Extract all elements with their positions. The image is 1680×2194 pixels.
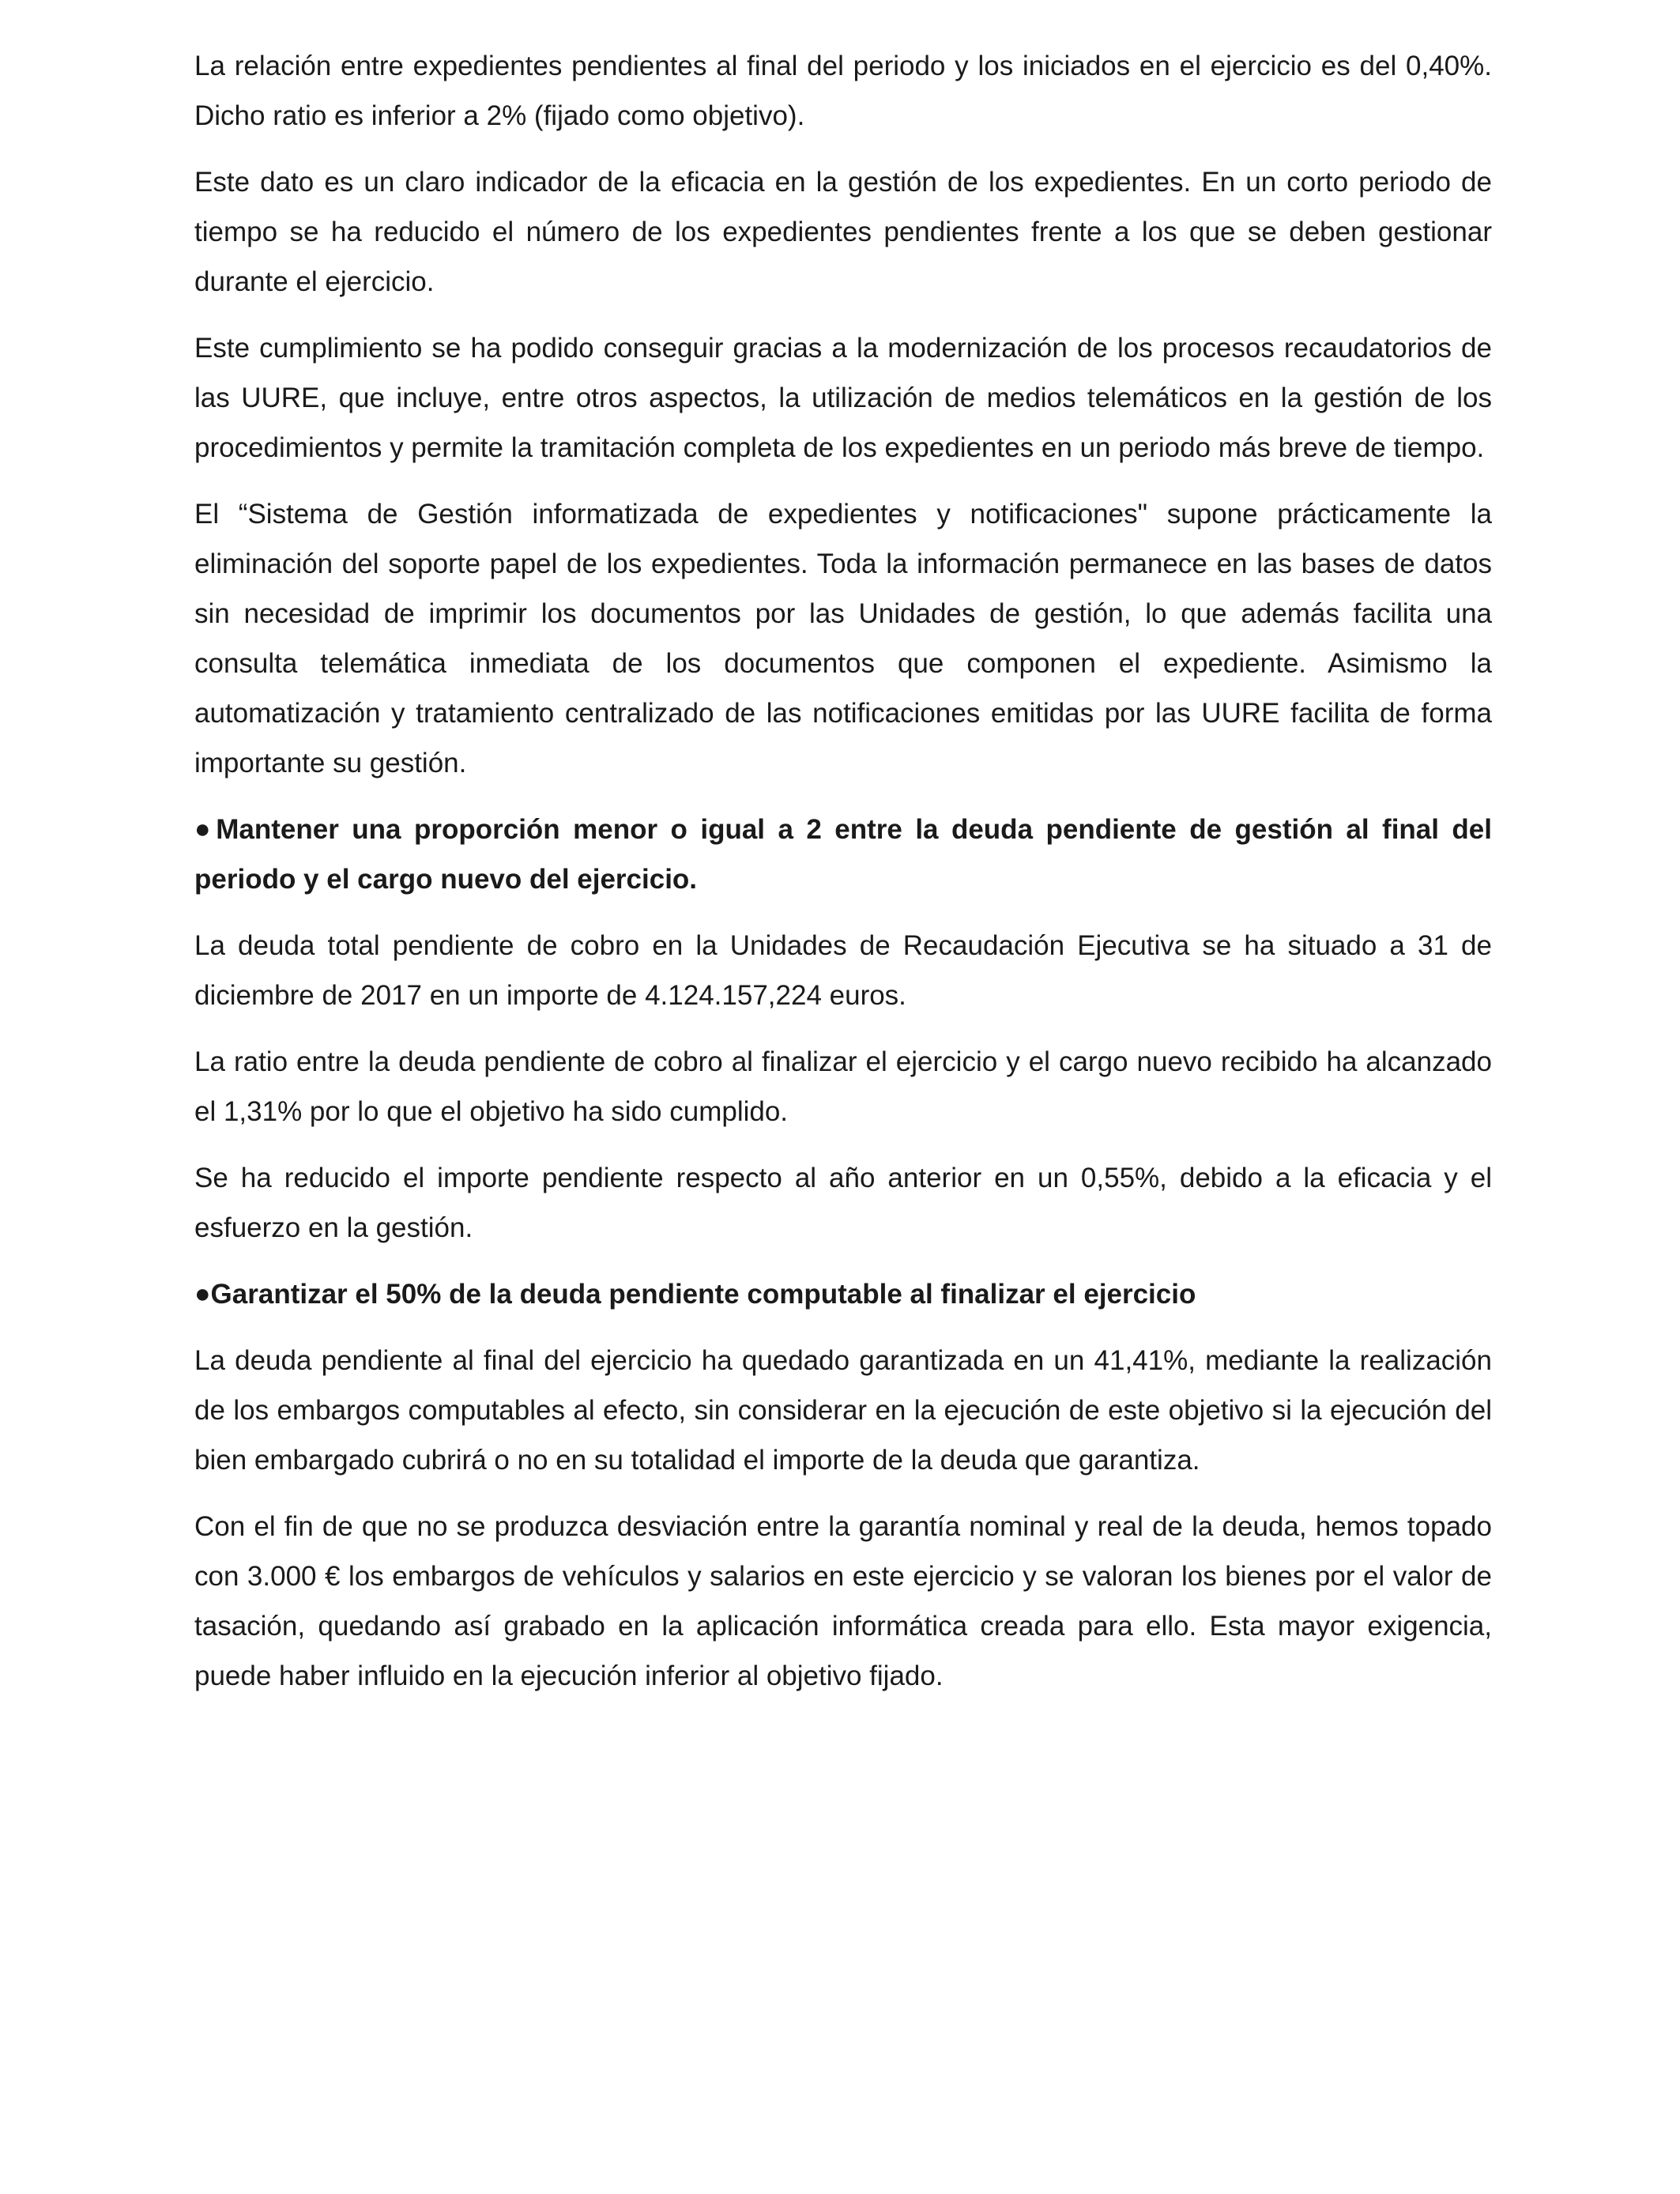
objective-heading-text: Mantener una proporción menor o igual a 2 entre la deuda pendiente de gestión al final del periodo y el cargo nuevo del ejercicio. (194, 814, 1492, 895)
objective-heading-garantizar (194, 1269, 1492, 1319)
document-body (194, 41, 1492, 1717)
bullet-icon: ● (194, 1279, 211, 1309)
paragraph-deuda-total: La deuda total pendiente de cobro en la Unidades de Recaudación Ejecutiva se ha situado a 31 de diciembre de 2017 en un importe de 4.124.157,224 euros. (194, 930, 1492, 1011)
bullet-icon: ● (194, 814, 217, 844)
paragraph-modernizacion-procesos: Este cumplimiento se ha podido conseguir gracias a la modernización de los procesos recaudatorios de las UURE, que incluye, entre otros aspectos, la utilización de medios telemáticos en la gestión de los procedimientos y permite la tramitación completa de los expedientes en un periodo más breve de tiempo. (194, 333, 1492, 463)
paragraph-eficacia-indicador: Este dato es un claro indicador de la eficacia en la gestión de los expedientes. En un corto periodo de tiempo se ha reducido el número de los expedientes pendientes frente a los que se deben gestionar durante el ejercicio. (194, 167, 1492, 297)
paragraph-deuda-garantizada: La deuda pendiente al final del ejercicio ha quedado garantizada en un 41,41%, mediante la realización de los embargos computables al efecto, sin considerar en la ejecución de este objetivo si la ejecución del bien embargado cubrirá o no en su totalidad el importe de la deuda que garantiza. (194, 1345, 1492, 1476)
paragraph-ratio-cargo: La ratio entre la deuda pendiente de cobro al finalizar el ejercicio y el cargo nuevo recibido ha alcanzado el 1,31% por lo que el objetivo ha sido cumplido. (194, 1046, 1492, 1127)
paragraph-expedientes-ratio: La relación entre expedientes pendientes al final del periodo y los iniciados en el ejercicio es del 0,40%. Dicho ratio es inferior a 2% (fijado como objetivo). (194, 51, 1492, 131)
paragraph-reduccion-importe: Se ha reducido el importe pendiente respecto al año anterior en un 0,55%, debido a la eficacia y el esfuerzo en la gestión. (194, 1163, 1492, 1243)
paragraph-garantia-nominal: Con el fin de que no se produzca desviación entre la garantía nominal y real de la deuda, hemos topado con 3.000 € los embargos de vehículos y salarios en este ejercicio y se valoran los bienes por el valor de tasación, quedando así grabado en la aplicación informática creada para ello. Esta mayor exigencia, puede haber influido en la ejecución inferior al objetivo fijado. (194, 1511, 1492, 1691)
paragraph-sistema-gestion: El “Sistema de Gestión informatizada de expedientes y notificaciones" supone prácticamente la eliminación del soporte papel de los expedientes. Toda la información permanece en las bases de datos sin necesidad de imprimir los documentos por las Unidades de gestión, lo que además facilita una consulta telemática inmediata de los documentos que componen el expediente. Asimismo la automatización y tratamiento centralizado de las notificaciones emitidas por las UURE facilita de forma importante su gestión. (194, 499, 1492, 778)
objective-heading-text: Garantizar el 50% de la deuda pendiente computable al finalizar el ejercicio (210, 1279, 1196, 1310)
objective-heading-deuda-pendiente (194, 805, 1492, 904)
